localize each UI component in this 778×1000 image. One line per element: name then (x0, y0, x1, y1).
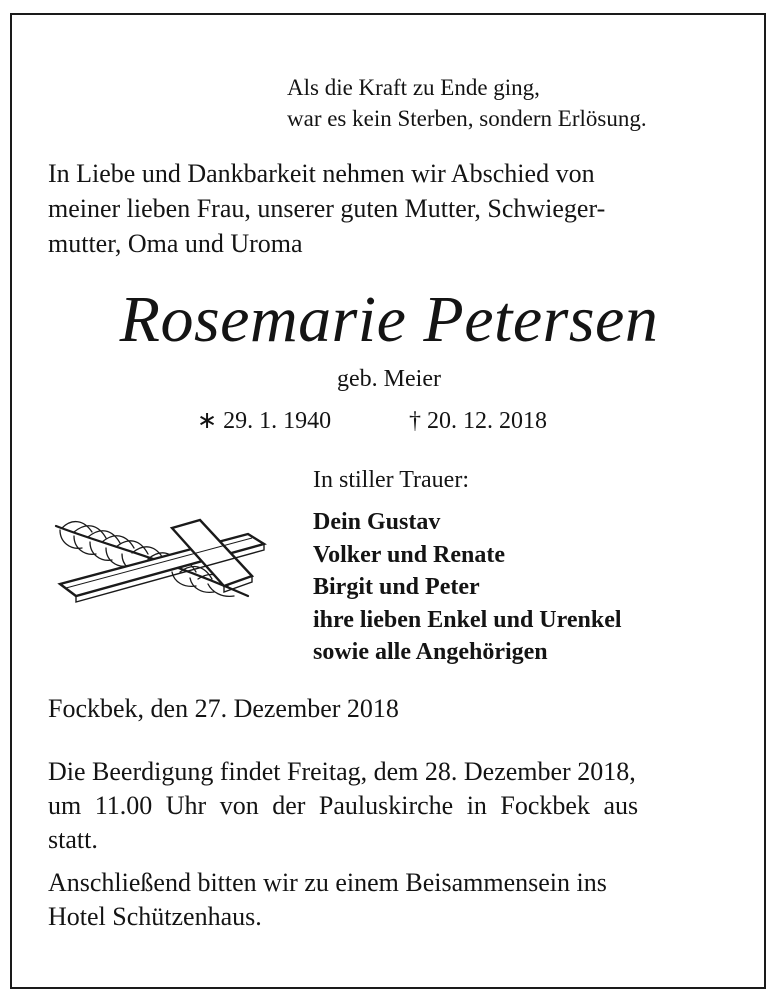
funeral-line: um 11.00 Uhr von der Pauluskirche in Fockbek aus (48, 791, 639, 820)
funeral-line: statt. (48, 825, 98, 854)
intro-text (48, 156, 738, 261)
intro-line: mutter, Oma und Uroma (48, 229, 303, 258)
mourners-list (313, 506, 753, 669)
maiden-name: geb. Meier (337, 366, 441, 392)
funeral-line: Die Beerdigung findet Freitag, dem 28. Dezember 2018, (48, 757, 636, 786)
mourner-name: sowie alle Angehörigen (313, 639, 548, 665)
birth-date: ∗ 29. 1. 1940 (197, 408, 332, 434)
deceased-name: Rosemarie Petersen (119, 283, 659, 356)
place-and-date: Fockbek, den 27. Dezember 2018 (48, 694, 399, 723)
life-dates (0, 406, 778, 436)
mourner-name: Birgit und Peter (313, 574, 480, 600)
mourner-name: ihre lieben Enkel und Urenkel (313, 606, 622, 633)
reception-line: Anschließend bitten wir zu einem Beisammensein ins (48, 868, 607, 897)
reception-info (48, 866, 730, 934)
cross-with-palm-frond-icon (52, 514, 268, 606)
mourning-label: In stiller Trauer: (313, 467, 469, 493)
mourner-name: Volker und Renate (313, 541, 506, 568)
intro-line: meiner lieben Frau, unserer guten Mutter, Schwieger- (48, 194, 606, 223)
motto-verse (287, 72, 747, 134)
funeral-info (48, 755, 730, 857)
intro-line: In Liebe und Dankbarkeit nehmen wir Abschied von (48, 159, 595, 188)
motto-line: war es kein Sterben, sondern Erlösung. (287, 106, 647, 131)
mourner-name: Dein Gustav (313, 509, 441, 535)
reception-line: Hotel Schützenhaus. (48, 902, 262, 931)
motto-line: Als die Kraft zu Ende ging, (287, 75, 540, 100)
death-date: † 20. 12. 2018 (409, 408, 547, 434)
